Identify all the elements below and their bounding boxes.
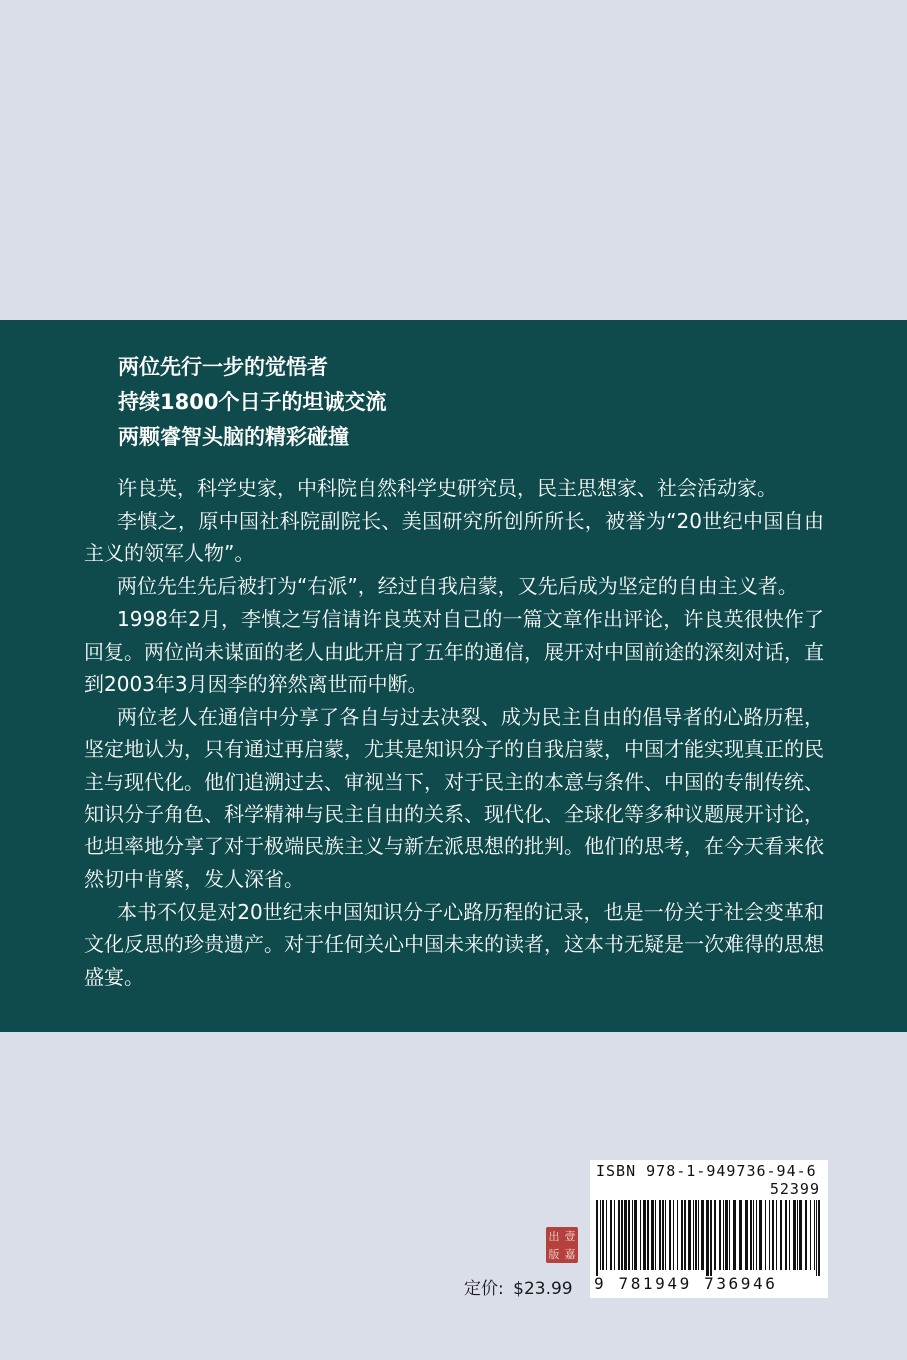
barcode-bar (765, 1200, 766, 1270)
barcode-bar (643, 1200, 646, 1270)
barcode-block (590, 1160, 828, 1298)
barcode-bar (818, 1200, 820, 1276)
headline-group (118, 350, 386, 455)
price-tag (464, 1274, 573, 1299)
paragraph: 本书不仅是对20世纪末中国知识分子心路历程的记录，也是一份关于社会变革和文化反思的珍贵遗产。对于任何关心中国未来的读者，这本书无疑是一次难得的思想盛宴。 (84, 899, 824, 989)
barcode-bar (810, 1200, 811, 1270)
barcode-bar (634, 1200, 637, 1270)
barcode-bar (610, 1200, 612, 1270)
barcode-bar (684, 1200, 686, 1270)
barcode-bar (769, 1200, 770, 1270)
barcode-bar (710, 1200, 712, 1276)
barcode-bar (723, 1200, 724, 1270)
barcode-bar (780, 1200, 782, 1270)
barcode-bar (756, 1200, 757, 1270)
barcode-bar (701, 1200, 704, 1270)
barcode-bar (614, 1200, 615, 1270)
isbn-text: ISBN 978-1-949736-94-6 (596, 1162, 817, 1180)
barcode-bars (596, 1200, 822, 1276)
barcode-bar (640, 1200, 641, 1270)
barcode-bar (698, 1200, 699, 1270)
barcode-bar (805, 1200, 807, 1270)
barcode-bar (621, 1200, 623, 1270)
price-label: 定价: (464, 1279, 504, 1299)
paragraph: 许良英，科学史家，中科院自然科学史研究员，民主思想家、社会活动家。 (117, 476, 777, 500)
barcode-bar (814, 1200, 815, 1270)
barcode-bar (606, 1200, 607, 1270)
barcode-bar (714, 1200, 716, 1270)
barcode-bar (745, 1200, 748, 1270)
barcode-bar (695, 1200, 697, 1270)
paragraph: 1998年2月，李慎之写信请许良英对自己的一篇文章作出评论，许良英很快作了回复。两位尚未谋面的老人由此开启了五年的通信，展开对中国前途的深刻对话，直到2003年3月因李的猝然离世而中断。 (84, 607, 824, 696)
barcode-bar (624, 1200, 627, 1270)
barcode-bar (647, 1200, 649, 1270)
barcode-bar (789, 1200, 790, 1270)
description-text (84, 472, 824, 994)
barcode-bar (816, 1200, 817, 1276)
barcode-bar (602, 1200, 604, 1270)
headline: 两颗睿智头脑的精彩碰撞 (118, 425, 349, 449)
paragraph: 两位老人在通信中分享了各自与过去决裂、成为民主自由的倡导者的心路历程，坚定地认为，只有通过再启蒙，尤其是知识分子的自我启蒙，中国才能实现真正的民主与现代化。他们追溯过去、审视当下，对于民主的本意与条件、中国的专制传统、知识分子角色、科学精神与民主自由的关系、现代化、全球化等多种议题展开讨论，也坦率地分享了对于极端民族主义与新左派思想的批判。他们的思考，在今天看来依然切中肯綮，发人深省。 (84, 704, 824, 891)
barcode-bar (669, 1200, 671, 1270)
barcode-bar (693, 1200, 694, 1270)
barcode-bar (750, 1200, 752, 1270)
seal-character: 出 (548, 1230, 560, 1243)
price-value: $23.99 (513, 1279, 573, 1299)
seal-character: 壹 (564, 1230, 576, 1243)
barcode-bar (618, 1200, 620, 1270)
ean-digits: 9 781949 736946 (594, 1274, 778, 1293)
seal-character: 版 (548, 1248, 560, 1261)
barcode-bar (733, 1200, 736, 1270)
barcode-bar (662, 1200, 664, 1270)
paragraph: 李慎之，原中国社科院副院长、美国研究所创所所长，被誉为“20世纪中国自由主义的领军人物”。 (84, 508, 824, 566)
barcode-bar (706, 1200, 709, 1276)
barcode-bar (719, 1200, 721, 1270)
barcode-bar (753, 1200, 754, 1270)
barcode-bar (776, 1200, 777, 1270)
barcode-bar (759, 1200, 762, 1270)
barcode-bar (596, 1200, 598, 1276)
barcode-bar (793, 1200, 796, 1270)
seal-character: 嘉 (564, 1248, 576, 1261)
barcode-bar (651, 1200, 654, 1270)
paragraph: 两位先生先后被打为“右派”，经过自我启蒙，又先后成为坚定的自由主义者。 (117, 574, 798, 599)
barcode-bar (772, 1200, 774, 1270)
barcode-bar (739, 1200, 742, 1270)
barcode-bar (729, 1200, 730, 1270)
text-panel (0, 320, 907, 1032)
barcode-bar (681, 1200, 683, 1270)
barcode-bar (655, 1200, 656, 1270)
headline: 两位先行一步的觉悟者 (118, 355, 328, 379)
headline: 持续1800个日子的坦诚交流 (118, 390, 387, 414)
barcode-bar (677, 1200, 678, 1270)
barcode-bar (665, 1200, 666, 1270)
barcode-bar (725, 1200, 728, 1270)
barcode-bar (632, 1200, 633, 1270)
barcode-bar (688, 1200, 691, 1270)
barcode-bar (628, 1200, 630, 1270)
price-addon-code: 52399 (769, 1180, 820, 1198)
barcode-bar (673, 1200, 674, 1270)
barcode-bar (797, 1200, 798, 1270)
publisher-seal-logo (546, 1227, 578, 1263)
barcode-bar (659, 1200, 661, 1270)
barcode-bar (785, 1200, 787, 1270)
barcode-bar (799, 1200, 802, 1270)
barcode-bar (600, 1200, 601, 1270)
